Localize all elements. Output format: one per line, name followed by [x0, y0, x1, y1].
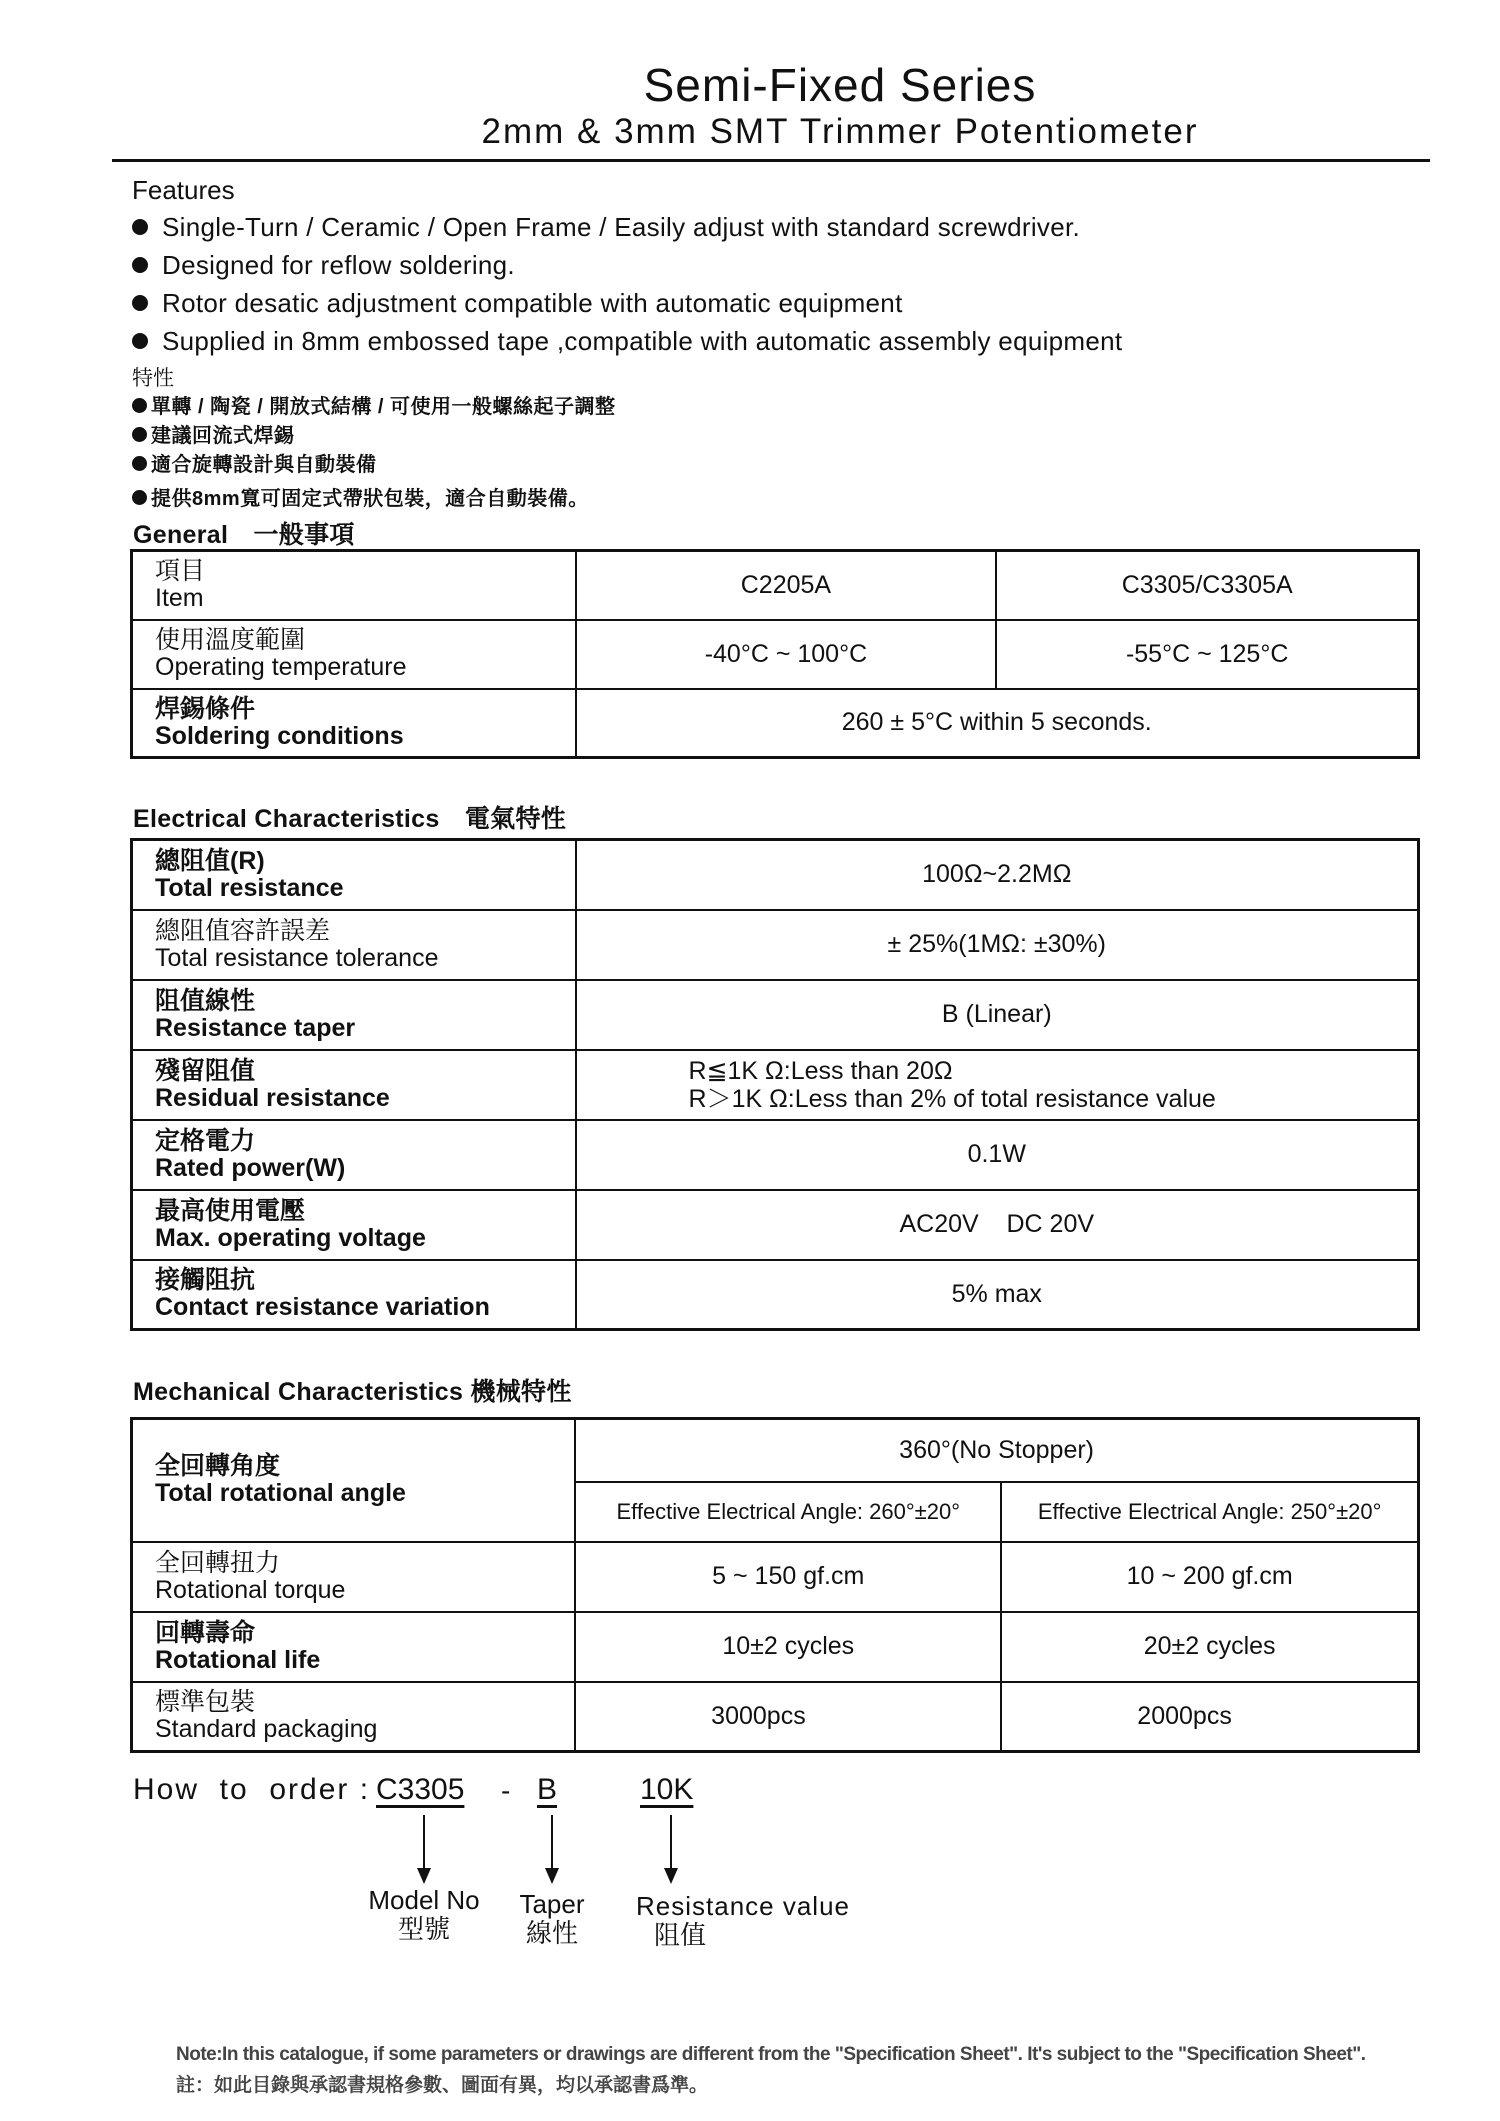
- order-model-code: C3305: [376, 1773, 465, 1806]
- page-subtitle: 2mm & 3mm SMT Trimmer Potentiometer: [481, 112, 1199, 151]
- table-row: [132, 1419, 1419, 1482]
- table-cell: C2205A: [576, 551, 997, 620]
- bullet-icon: [132, 398, 147, 413]
- table-row: [132, 1050, 1419, 1120]
- footer-note-cn: 註：如此目錄與承認書規格參數、圖面有異，均以承認書爲準。: [176, 2075, 709, 2096]
- table-cell: ± 25%(1MΩ: ±30%): [576, 910, 1419, 980]
- table-cell: 5 ~ 150 gf.cm: [575, 1542, 1001, 1612]
- table-cell: -55°C ~ 125°C: [996, 620, 1418, 689]
- table-cell: 360°(No Stopper): [575, 1419, 1418, 1482]
- table-row: [132, 1260, 1419, 1330]
- table-row: [132, 1542, 1419, 1612]
- electrical-heading: Electrical Characteristics 電氣特性: [133, 805, 567, 833]
- mechanical-table: [130, 1417, 1420, 1753]
- table-cell: C3305/C3305A: [996, 551, 1418, 620]
- row-label: 全回轉角度 Total rotational angle: [132, 1419, 576, 1542]
- feature-item: Designed for reflow soldering.: [132, 250, 515, 281]
- row-label: 總阻值容許誤差 Total resistance tolerance: [132, 910, 576, 980]
- bullet-icon: [132, 295, 148, 311]
- order-resistance-code: 10K: [640, 1773, 694, 1806]
- table-cell: 3000pcs: [575, 1682, 1001, 1752]
- row-label: 殘留阻值 Residual resistance: [132, 1050, 576, 1120]
- table-cell: 10 ~ 200 gf.cm: [1001, 1542, 1418, 1612]
- mechanical-heading: Mechanical Characteristics 機械特性: [133, 1378, 572, 1406]
- table-row: [132, 551, 1419, 620]
- row-label: 全回轉扭力 Rotational torque: [132, 1542, 576, 1612]
- arrowhead-icon: [417, 1868, 431, 1884]
- table-row: [132, 689, 1419, 758]
- row-label: 最高使用電壓 Max. operating voltage: [132, 1190, 576, 1260]
- arrow-down-icon: [423, 1815, 425, 1872]
- table-cell: -40°C ~ 100°C: [576, 620, 997, 689]
- electrical-table: [130, 838, 1420, 1331]
- table-row: [132, 840, 1419, 910]
- table-cell: 0.1W: [576, 1120, 1419, 1190]
- feature-cn-item: 建議回流式焊錫: [132, 419, 295, 448]
- table-cell: R≦1K Ω:Less than 20Ω R＞1K Ω:Less than 2% of total resistance value: [576, 1050, 1419, 1120]
- features-heading: Features: [132, 175, 235, 205]
- features-cn-heading: 特性: [132, 367, 174, 390]
- feature-item: Single-Turn / Ceramic / Open Frame / Easily adjust with standard screwdriver.: [132, 212, 1080, 243]
- row-label: 使用溫度範圍 Operating temperature: [132, 620, 576, 689]
- table-row: [132, 1612, 1419, 1682]
- bullet-icon: [132, 490, 147, 505]
- order-label: How to order :: [133, 1773, 371, 1806]
- bullet-icon: [132, 456, 147, 471]
- order-resistance-caption: Resistance value 阻值: [636, 1891, 850, 1950]
- table-cell: Effective Electrical Angle: 250°±20°: [1001, 1482, 1418, 1542]
- feature-item: Supplied in 8mm embossed tape ,compatible with automatic assembly equipment: [132, 326, 1122, 357]
- table-cell: B (Linear): [576, 980, 1419, 1050]
- feature-cn-item: 提供8mm寬可固定式帶狀包裝，適合自動裝備。: [132, 482, 589, 511]
- arrow-down-icon: [670, 1815, 672, 1872]
- row-label: 阻值線性 Resistance taper: [132, 980, 576, 1050]
- order-dash: -: [501, 1775, 511, 1806]
- row-label: 項目 Item: [132, 551, 576, 620]
- row-label: 焊錫條件 Soldering conditions: [132, 689, 576, 758]
- general-table: [130, 549, 1420, 759]
- table-row: [132, 980, 1419, 1050]
- table-row: [132, 1682, 1419, 1752]
- table-cell: 5% max: [576, 1260, 1419, 1330]
- order-taper-code: B: [537, 1773, 558, 1806]
- table-row: [132, 1120, 1419, 1190]
- bullet-icon: [132, 333, 148, 349]
- table-row: [132, 910, 1419, 980]
- arrow-down-icon: [551, 1815, 553, 1872]
- table-cell: 20±2 cycles: [1001, 1612, 1418, 1682]
- bullet-icon: [132, 219, 148, 235]
- table-cell: 100Ω~2.2MΩ: [576, 840, 1419, 910]
- arrowhead-icon: [545, 1868, 559, 1884]
- row-label: 定格電力 Rated power(W): [132, 1120, 576, 1190]
- row-label: 總阻值(R) Total resistance: [132, 840, 576, 910]
- feature-cn-item: 適合旋轉設計與自動裝備: [132, 448, 377, 477]
- feature-item: Rotor desatic adjustment compatible with automatic equipment: [132, 288, 903, 319]
- table-row: [132, 1190, 1419, 1260]
- row-label: 回轉壽命 Rotational life: [132, 1612, 576, 1682]
- page-title: Semi-Fixed Series: [643, 59, 1037, 111]
- header-divider: [112, 159, 1430, 162]
- table-cell: 2000pcs: [1001, 1682, 1418, 1752]
- table-cell: 10±2 cycles: [575, 1612, 1001, 1682]
- footer-note: Note:In this catalogue, if some parameters or drawings are different from the "Specification Sheet". It's subject to the "Specification Sheet".: [176, 2044, 1366, 2065]
- feature-cn-item: 單轉 / 陶瓷 / 開放式結構 / 可使用一般螺絲起子調整: [132, 390, 616, 419]
- table-cell: Effective Electrical Angle: 260°±20°: [575, 1482, 1001, 1542]
- order-model-caption: Model No 型號: [368, 1885, 480, 1944]
- row-label: 標準包裝 Standard packaging: [132, 1682, 576, 1752]
- bullet-icon: [132, 257, 148, 273]
- table-cell: 260 ± 5°C within 5 seconds.: [576, 689, 1419, 758]
- table-cell: AC20V DC 20V: [576, 1190, 1419, 1260]
- order-taper-caption: Taper 線性: [519, 1889, 585, 1948]
- arrowhead-icon: [664, 1868, 678, 1884]
- bullet-icon: [132, 427, 147, 442]
- row-label: 接觸阻抗 Contact resistance variation: [132, 1260, 576, 1330]
- table-row: [132, 620, 1419, 689]
- general-heading: General 一般事項: [133, 521, 355, 549]
